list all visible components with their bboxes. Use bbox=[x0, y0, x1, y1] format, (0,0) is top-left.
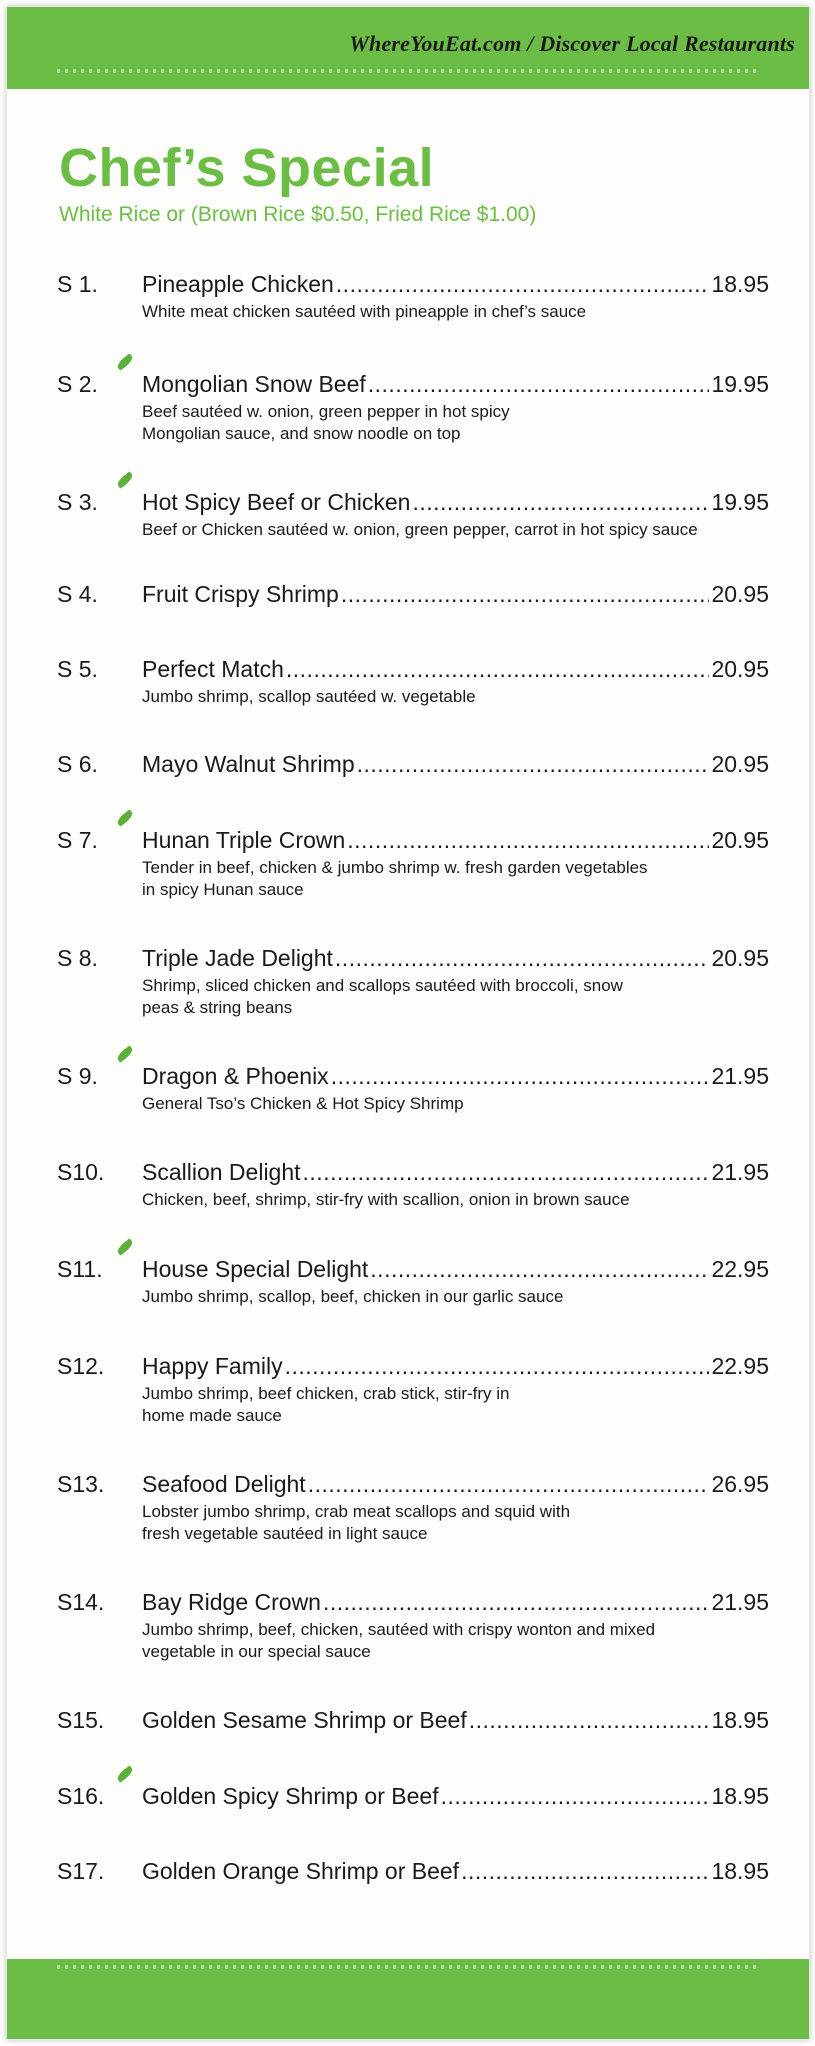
item-price: 18.95 bbox=[711, 1783, 769, 1809]
menu-item bbox=[57, 1858, 769, 1885]
item-code: S17. bbox=[57, 1858, 105, 1884]
item-price: 18.95 bbox=[711, 1707, 769, 1733]
menu-item-row bbox=[57, 1707, 769, 1734]
pepper-icon bbox=[115, 1045, 134, 1062]
description-line: General Tso’s Chicken & Hot Spicy Shrimp bbox=[142, 1094, 464, 1113]
item-price: 22.95 bbox=[711, 1353, 769, 1379]
menu-item-row bbox=[57, 945, 769, 972]
description-line: Jumbo shrimp, beef, chicken, sautéed with crispy wonton and mixed bbox=[142, 1620, 656, 1639]
description-line: vegetable in our special sauce bbox=[142, 1642, 371, 1661]
description-line: Beef sautéed w. onion, green pepper in hot spicy bbox=[142, 402, 510, 421]
item-name: Hot Spicy Beef or Chicken bbox=[142, 489, 411, 515]
description-line: peas & string beans bbox=[142, 998, 293, 1017]
item-description bbox=[142, 519, 769, 541]
menu-item bbox=[57, 945, 769, 1019]
description-line: White meat chicken sautéed with pineapple in chef’s sauce bbox=[142, 302, 587, 321]
menu-item-row bbox=[57, 1256, 769, 1283]
pepper-slot bbox=[115, 657, 142, 677]
item-code: S14. bbox=[57, 1589, 105, 1615]
description-line: home made sauce bbox=[142, 1406, 282, 1425]
item-code: S 4. bbox=[57, 581, 98, 607]
item-code: S 3. bbox=[57, 489, 98, 515]
menu-item-row bbox=[57, 656, 769, 683]
menu-item bbox=[57, 1353, 769, 1427]
item-name: Mongolian Snow Beef bbox=[142, 371, 366, 397]
item-code: S10. bbox=[57, 1159, 105, 1185]
pepper-slot bbox=[115, 946, 142, 966]
item-code: S 7. bbox=[57, 827, 98, 853]
description-line: Beef or Chicken sautéed w. onion, green pepper, carrot in hot spicy sauce bbox=[142, 520, 698, 539]
description-line: Jumbo shrimp, scallop, beef, chicken in our garlic sauce bbox=[142, 1287, 564, 1306]
menu-item bbox=[57, 1783, 769, 1810]
header-band bbox=[7, 7, 809, 89]
pepper-slot bbox=[115, 828, 142, 848]
description-line: Mongolian sauce, and snow noodle on top bbox=[142, 424, 461, 443]
decorative-ticks bbox=[57, 69, 757, 73]
menu-item-row bbox=[57, 1589, 769, 1616]
menu-item bbox=[57, 827, 769, 901]
item-code: S12. bbox=[57, 1353, 105, 1379]
menu-item bbox=[57, 271, 769, 323]
dot-leader bbox=[303, 1159, 710, 1186]
item-code: S 9. bbox=[57, 1063, 98, 1089]
item-name: Golden Orange Shrimp or Beef bbox=[142, 1858, 460, 1884]
item-name: Mayo Walnut Shrimp bbox=[142, 751, 355, 777]
item-name: Pineapple Chicken bbox=[142, 271, 334, 297]
item-description bbox=[142, 1093, 769, 1115]
item-price: 26.95 bbox=[711, 1471, 769, 1497]
menu-item-row bbox=[57, 271, 769, 298]
item-code: S11. bbox=[57, 1256, 103, 1282]
dot-leader bbox=[461, 1858, 709, 1885]
menu-item bbox=[57, 656, 769, 708]
menu-item-row bbox=[57, 371, 769, 398]
description-line: Shrimp, sliced chicken and scallops sautéed with broccoli, snow bbox=[142, 976, 623, 995]
item-name: Golden Spicy Shrimp or Beef bbox=[142, 1783, 439, 1809]
item-code: S16. bbox=[57, 1783, 105, 1809]
item-name: House Special Delight bbox=[142, 1256, 369, 1282]
item-price: 18.95 bbox=[711, 271, 769, 297]
description-line: Jumbo shrimp, beef chicken, crab stick, stir-fry in bbox=[142, 1384, 510, 1403]
pepper-icon bbox=[115, 1238, 134, 1255]
item-code: S 1. bbox=[57, 271, 98, 297]
item-price: 20.95 bbox=[711, 581, 769, 607]
item-price: 18.95 bbox=[711, 1858, 769, 1884]
item-code: S 2. bbox=[57, 371, 98, 397]
menu-sheet bbox=[6, 6, 810, 2040]
dot-leader bbox=[441, 1783, 710, 1810]
dot-leader bbox=[357, 751, 710, 778]
dot-leader bbox=[336, 271, 710, 298]
item-description bbox=[142, 1619, 769, 1663]
menu-item-row bbox=[57, 1471, 769, 1498]
item-price: 20.95 bbox=[711, 751, 769, 777]
description-line: Lobster jumbo shrimp, crab meat scallops and squid with bbox=[142, 1502, 571, 1521]
dot-leader bbox=[308, 1471, 710, 1498]
item-price: 20.95 bbox=[711, 945, 769, 971]
dot-leader bbox=[370, 1256, 709, 1283]
menu-item bbox=[57, 1589, 769, 1663]
item-price: 22.95 bbox=[711, 1256, 769, 1282]
description-line: Jumbo shrimp, scallop sautéed w. vegetable bbox=[142, 687, 476, 706]
footer-band bbox=[7, 1959, 809, 2039]
menu-item bbox=[57, 489, 769, 541]
menu-item bbox=[57, 1159, 769, 1211]
item-price: 21.95 bbox=[711, 1063, 769, 1089]
pepper-slot bbox=[115, 1064, 142, 1084]
dot-leader bbox=[335, 945, 710, 972]
item-name: Hunan Triple Crown bbox=[142, 827, 346, 853]
pepper-slot bbox=[115, 1590, 142, 1610]
menu-item-row bbox=[57, 581, 769, 608]
menu-item bbox=[57, 1256, 769, 1308]
dot-leader bbox=[285, 1353, 710, 1380]
section-title: Chef’s Special bbox=[59, 138, 435, 198]
item-description bbox=[142, 1189, 769, 1211]
item-code: S15. bbox=[57, 1707, 105, 1733]
site-title: WhereYouEat.com / Discover Local Restaurants bbox=[349, 31, 795, 56]
menu-item bbox=[57, 1471, 769, 1545]
description-line: Tender in beef, chicken & jumbo shrimp w. fresh garden vegetables bbox=[142, 858, 648, 877]
pepper-slot bbox=[115, 1354, 142, 1374]
pepper-slot bbox=[115, 372, 142, 392]
pepper-slot bbox=[115, 1160, 142, 1180]
pepper-slot bbox=[115, 1784, 142, 1804]
item-code: S 8. bbox=[57, 945, 98, 971]
menu-item bbox=[57, 1707, 769, 1734]
dot-leader bbox=[331, 1063, 710, 1090]
item-description bbox=[142, 686, 769, 708]
item-name: Triple Jade Delight bbox=[142, 945, 333, 971]
menu-item-row bbox=[57, 827, 769, 854]
item-name: Seafood Delight bbox=[142, 1471, 306, 1497]
menu-item-row bbox=[57, 1063, 769, 1090]
pepper-slot bbox=[115, 1859, 142, 1879]
item-name: Perfect Match bbox=[142, 656, 284, 682]
pepper-icon bbox=[115, 471, 134, 488]
item-name: Happy Family bbox=[142, 1353, 283, 1379]
item-name: Golden Sesame Shrimp or Beef bbox=[142, 1707, 467, 1733]
dot-leader bbox=[412, 489, 709, 516]
description-line: fresh vegetable sautéed in light sauce bbox=[142, 1524, 428, 1543]
description-line: in spicy Hunan sauce bbox=[142, 880, 304, 899]
pepper-icon bbox=[115, 809, 134, 826]
item-code: S 6. bbox=[57, 751, 98, 777]
item-description bbox=[142, 401, 769, 445]
pepper-slot bbox=[115, 490, 142, 510]
menu-item bbox=[57, 581, 769, 608]
item-name: Scallion Delight bbox=[142, 1159, 301, 1185]
item-price: 21.95 bbox=[711, 1159, 769, 1185]
dot-leader bbox=[323, 1589, 709, 1616]
menu-item-row bbox=[57, 1353, 769, 1380]
item-name: Fruit Crispy Shrimp bbox=[142, 581, 339, 607]
item-description bbox=[142, 1286, 769, 1308]
decorative-ticks bbox=[57, 1965, 757, 1969]
menu-item-row bbox=[57, 1159, 769, 1186]
menu-item bbox=[57, 371, 769, 445]
description-line: Chicken, beef, shrimp, stir-fry with scallion, onion in brown sauce bbox=[142, 1190, 630, 1209]
item-description bbox=[142, 1383, 769, 1427]
pepper-slot bbox=[115, 1708, 142, 1728]
dot-leader bbox=[469, 1707, 710, 1734]
menu-item-row bbox=[57, 1783, 769, 1810]
dot-leader bbox=[286, 656, 710, 683]
dot-leader bbox=[341, 581, 710, 608]
menu-item bbox=[57, 751, 769, 778]
pepper-slot bbox=[115, 1257, 142, 1277]
item-price: 20.95 bbox=[711, 656, 769, 682]
pepper-slot bbox=[115, 272, 142, 292]
dot-leader bbox=[368, 371, 710, 398]
item-code: S13. bbox=[57, 1471, 105, 1497]
section-subtitle: White Rice or (Brown Rice $0.50, Fried Rice $1.00) bbox=[59, 203, 537, 226]
item-description bbox=[142, 1501, 769, 1545]
pepper-slot bbox=[115, 582, 142, 602]
pepper-icon bbox=[115, 1765, 134, 1782]
menu-item-row bbox=[57, 489, 769, 516]
item-price: 19.95 bbox=[711, 489, 769, 515]
dot-leader bbox=[347, 827, 709, 854]
item-price: 21.95 bbox=[711, 1589, 769, 1615]
item-description bbox=[142, 301, 769, 323]
item-code: S 5. bbox=[57, 656, 98, 682]
pepper-slot bbox=[115, 1472, 142, 1492]
item-price: 19.95 bbox=[711, 371, 769, 397]
item-description bbox=[142, 975, 769, 1019]
item-price: 20.95 bbox=[711, 827, 769, 853]
pepper-icon bbox=[115, 353, 134, 370]
pepper-slot bbox=[115, 752, 142, 772]
menu-item-row bbox=[57, 1858, 769, 1885]
menu-item bbox=[57, 1063, 769, 1115]
menu-item-row bbox=[57, 751, 769, 778]
item-name: Bay Ridge Crown bbox=[142, 1589, 321, 1615]
item-name: Dragon & Phoenix bbox=[142, 1063, 329, 1089]
item-description bbox=[142, 857, 769, 901]
